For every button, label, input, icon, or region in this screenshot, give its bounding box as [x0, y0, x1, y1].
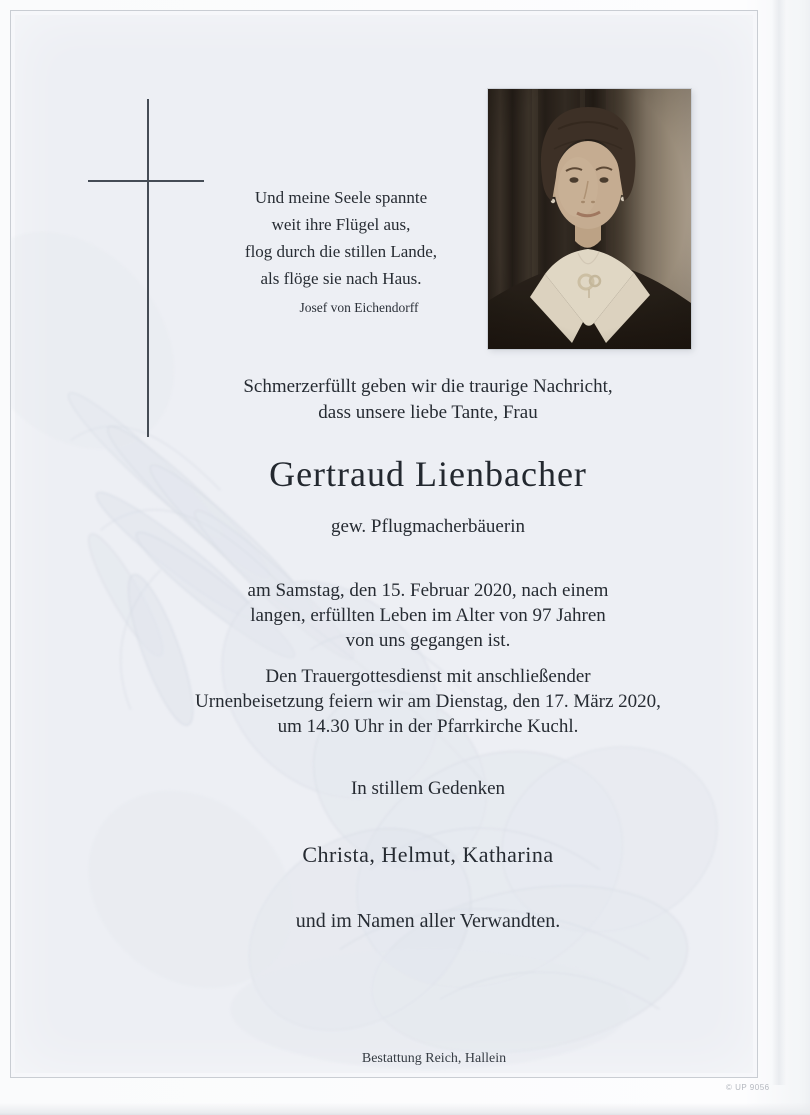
- poem-line: weit ihre Flügel aus,: [271, 215, 411, 234]
- deceased-name: Gertraud Lienbacher: [269, 454, 587, 494]
- funeral-home-footer: Bestattung Reich, Hallein: [361, 1051, 507, 1066]
- memorial-card: [10, 10, 758, 1078]
- scan-edge-bottom: [0, 1103, 810, 1115]
- scan-edge-right: [772, 0, 786, 1085]
- mourners-names: Christa, Helmut, Katharina: [302, 842, 554, 867]
- remembrance-line: In stillem Gedenken: [350, 778, 506, 799]
- service-notice-line: um 14.30 Uhr in der Pfarrkirche Kuchl.: [277, 716, 579, 737]
- service-notice-line: Den Trauergottesdienst mit anschließender: [265, 666, 591, 687]
- poem-line: flog durch die stillen Lande,: [244, 242, 438, 261]
- poem-attribution: Josef von Eichendorff: [299, 300, 419, 315]
- relatives-line: und im Namen aller Verwandten.: [295, 910, 561, 932]
- death-notice: [61, 578, 795, 653]
- portrait-photo: [488, 89, 691, 349]
- deceased-former-title: gew. Pflugmacherbäuerin: [331, 516, 525, 537]
- cross-horizontal-bar: [88, 180, 204, 182]
- service-notice-line: Urnenbeisetzung feiern wir am Dienstag, den 17. März 2020,: [195, 691, 661, 712]
- portrait-illustration: [488, 89, 691, 349]
- print-code: © UP 9056: [726, 1083, 770, 1092]
- service-notice: [61, 664, 795, 739]
- announcement-line: Schmerzerfüllt geben wir die traurige Nachricht,: [243, 376, 613, 397]
- death-notice-line: langen, erfüllten Leben im Alter von 97 Jahren: [250, 605, 606, 626]
- poem-line: als flöge sie nach Haus.: [260, 269, 422, 288]
- death-notice-line: von uns gegangen ist.: [345, 630, 511, 651]
- death-notice-line: am Samstag, den 15. Februar 2020, nach einem: [247, 580, 609, 601]
- poem-line: Und meine Seele spannte: [254, 188, 428, 207]
- announcement-text: [61, 374, 795, 426]
- announcement-line: dass unsere liebe Tante, Frau: [318, 402, 538, 423]
